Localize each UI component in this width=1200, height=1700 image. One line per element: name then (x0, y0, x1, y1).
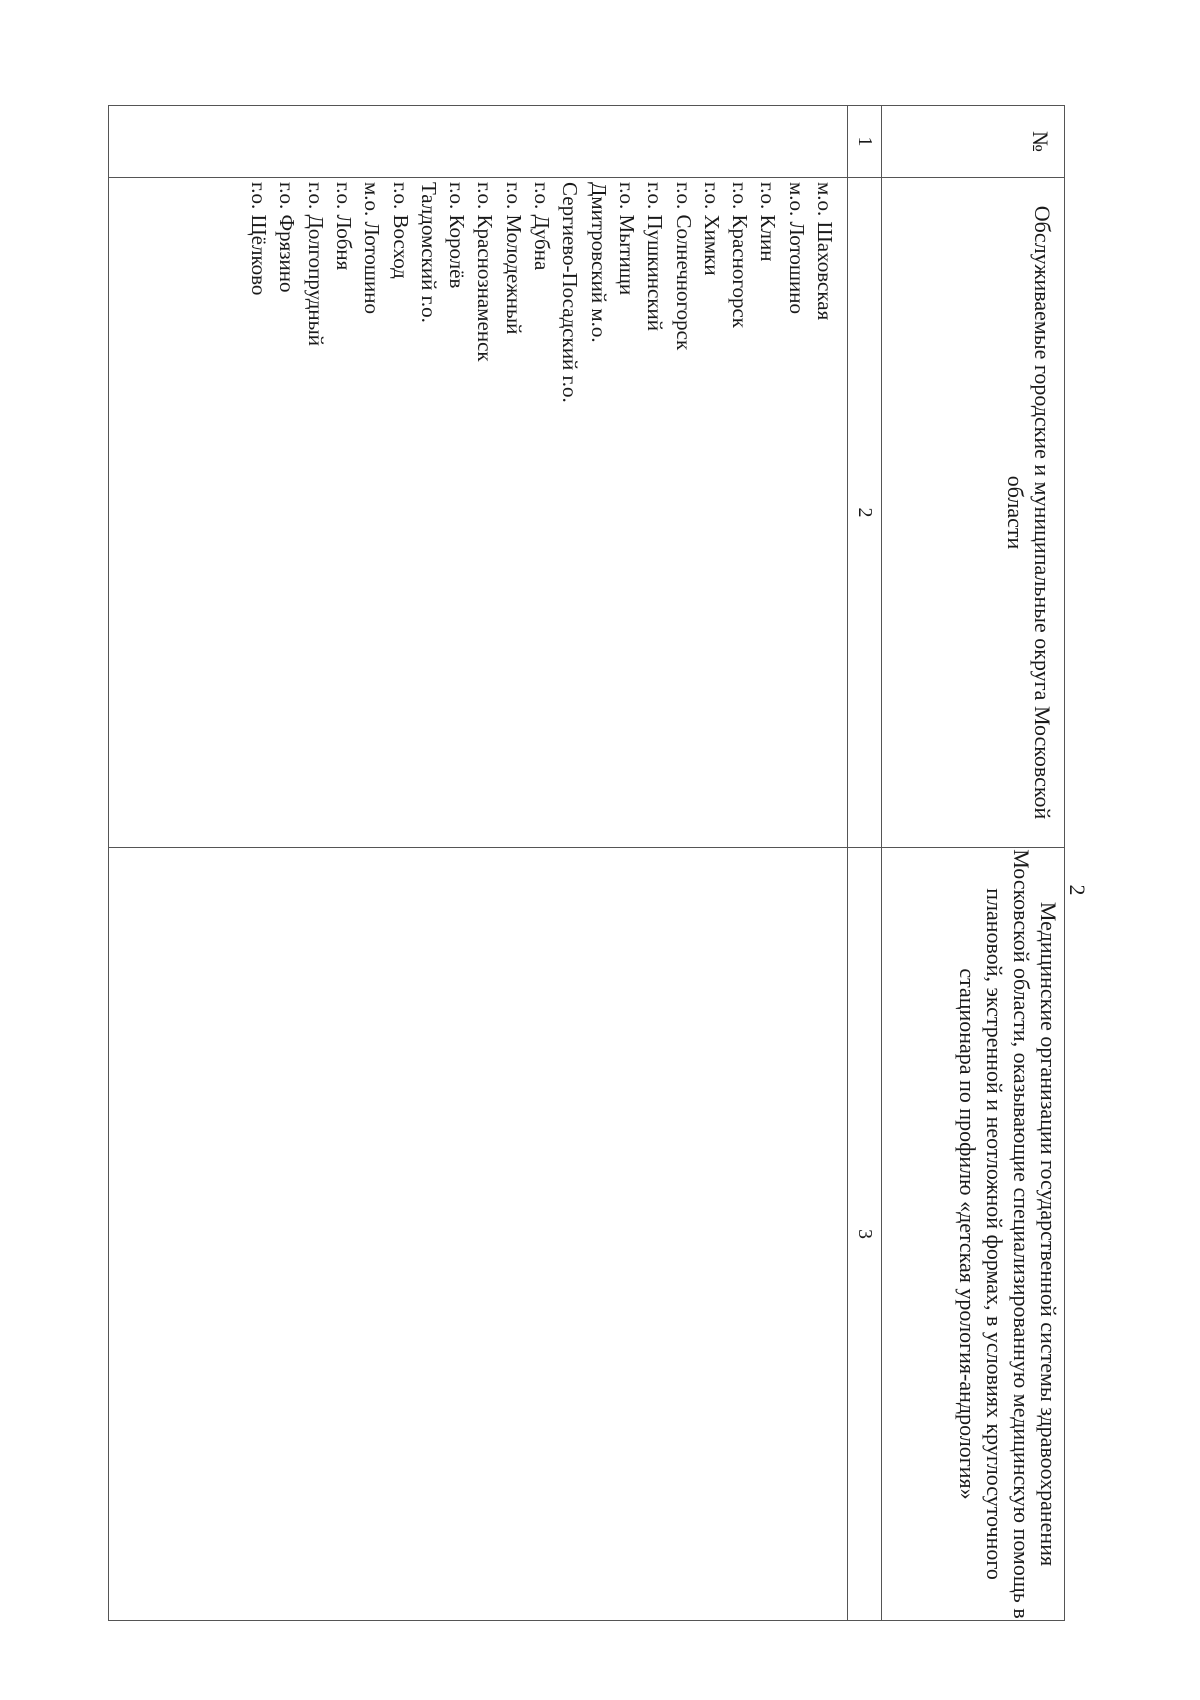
list-item: г.о. Восход (388, 182, 413, 279)
list-item: Талдомский г.о. (416, 182, 441, 323)
list-item: г.о. Красногорск (728, 182, 753, 328)
list-item: г.о. Пушкинский (643, 182, 668, 332)
header-organizations: Медицинские организации государственной системы здравоохранения Московской области, оказывающие специализированную медицинскую помощь в плановой, экстренной и неотложной формах, в условиях круглосуточного стационара по профилю «детская урология-андрология» (882, 848, 1065, 1621)
districts-table (108, 105, 1065, 1621)
list-item: Дмитровский м.о. (586, 182, 611, 343)
row-number (109, 106, 848, 178)
list-item: г.о. Долгопрудный (303, 182, 328, 347)
list-item: г.о. Щёлково (247, 182, 272, 296)
rotated-page (30, 80, 1090, 1700)
column-number-3: 3 (848, 848, 882, 1621)
list-item: м.о. Лотошино (784, 182, 809, 315)
column-number-row (848, 106, 882, 1621)
list-item: г.о. Солнечногорск (671, 182, 696, 351)
header-number: № (882, 106, 1065, 178)
list-item: г.о. Фрязино (275, 182, 300, 293)
column-number-1: 1 (848, 106, 882, 178)
list-item: г.о. Лобня (331, 182, 356, 271)
list-item: м.о. Шаховская (813, 182, 837, 321)
column-number-2: 2 (848, 178, 882, 848)
list-item: г.о. Дубна (530, 182, 555, 271)
page-number: 2 (1065, 884, 1090, 896)
organization-cell (109, 848, 848, 1621)
list-item: г.о. Мытищи (614, 182, 639, 296)
list-item: г.о. Краснознаменск (473, 182, 498, 362)
list-item: г.о. Клин (756, 182, 781, 262)
district-list (245, 182, 839, 847)
list-item: Сергиево-Посадский г.о. (558, 182, 583, 403)
list-item: г.о. Химки (699, 182, 724, 276)
header-districts: Обслуживаемые городские и муниципальные округа Московской области (882, 178, 1065, 848)
list-item: г.о. Королёв (445, 182, 470, 289)
list-item: г.о. Молодежный (501, 182, 526, 335)
table-row (109, 106, 848, 1621)
districts-cell (109, 178, 848, 848)
table-header-row (882, 106, 1065, 1621)
list-item: м.о. Лотошино (360, 182, 385, 315)
